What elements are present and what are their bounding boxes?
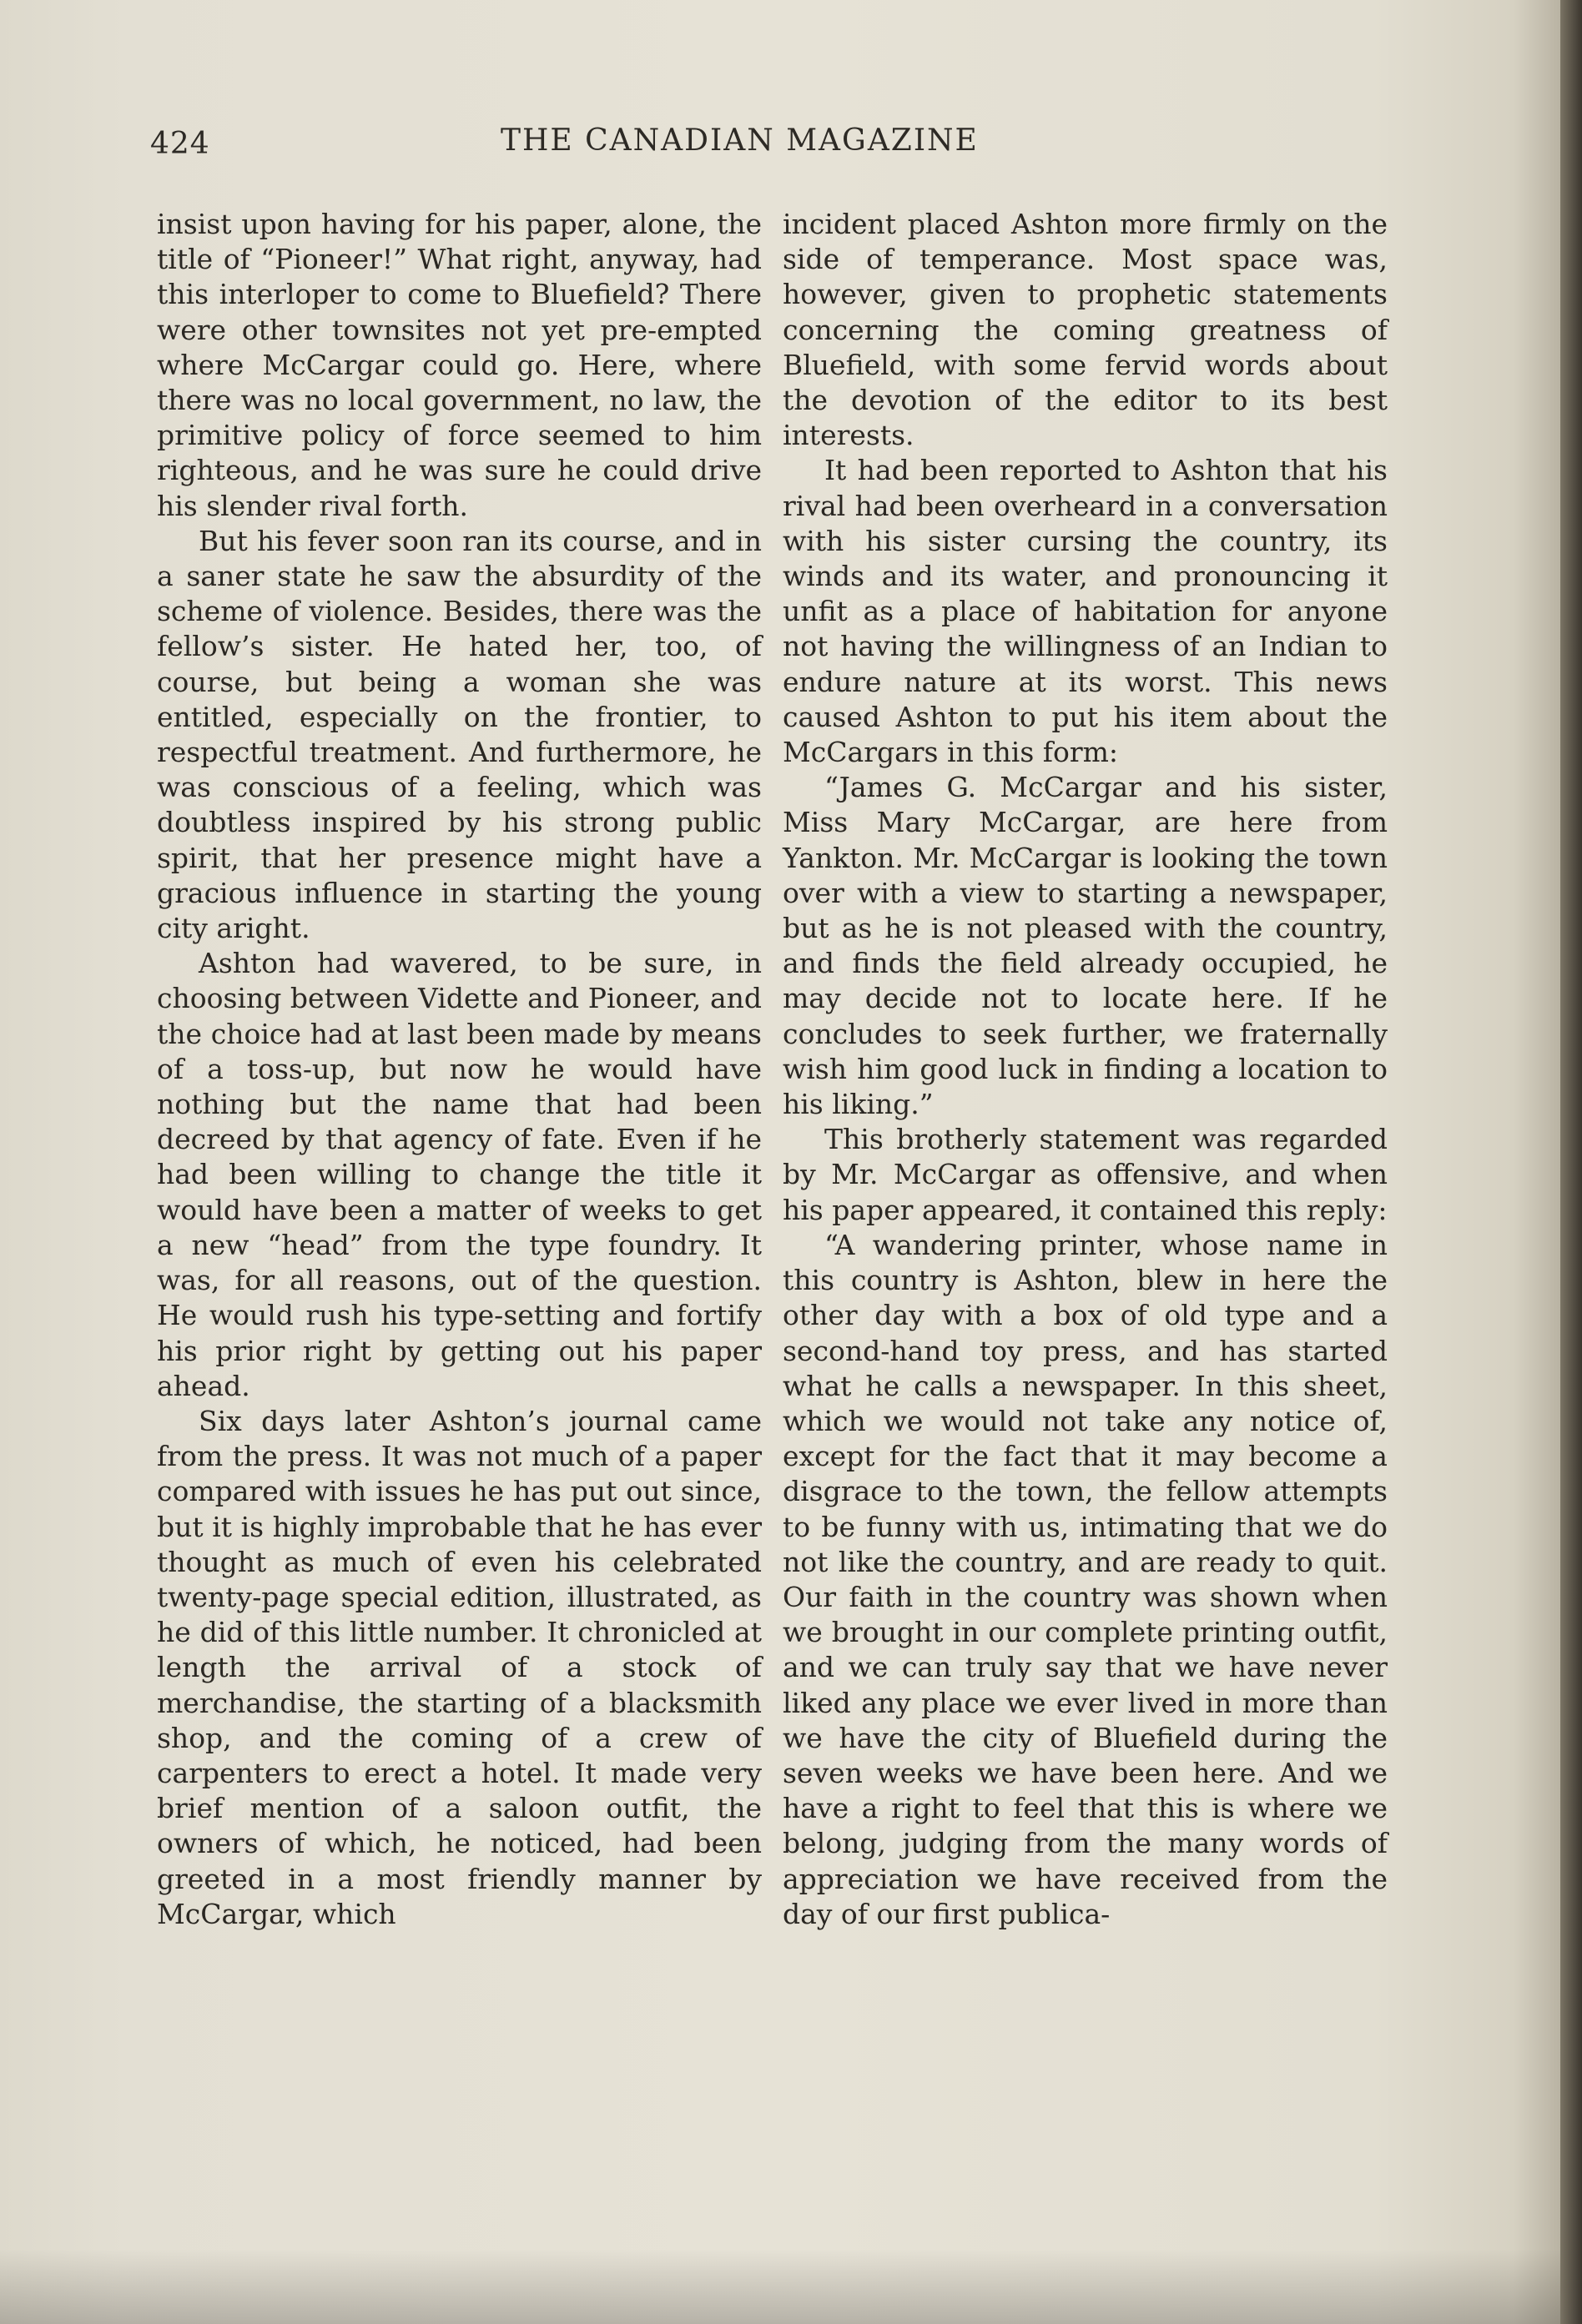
paragraph: incident placed Ashton more firmly on the side of temperance. Most space was, however, given to prophetic statements concerning the coming greatness of Bluefield, with some fervid words about the devotion of the editor to its best interests.	[783, 208, 1388, 452]
book-spine-edge	[1560, 0, 1582, 2324]
paragraph: insist upon having for his paper, alone, the title of “Pioneer!” What right, anyway, had this interloper to come to Bluefield? There were other townsites not yet pre-empted where McCargar could go. Here, where there was no local government, no law, the primitive policy of force seemed to him righteous, and he was sure he could drive his slender rival forth.	[157, 208, 762, 522]
paragraph: “A wandering printer, whose name in this country is Ashton, blew in here the other day with a box of old type and a second-hand toy press, and has started what he calls a newspaper. In this sheet, which we would not take any notice of, except for the fact that it may become a disgrace to the town, the fellow attempts to be funny with us, intimating that we do not like the country, and are ready to quit. Our faith in the country was shown when we brought in our complete printing outfit, and we can truly say that we have never liked any place we ever lived in more than we have the city of Bluefield during the seven weeks we have been here. And we have a right to feel that this is where we belong, judging from the many words of appreciation we have received from the day of our first publica-	[783, 1228, 1388, 1930]
paragraph: It had been reported to Ashton that his rival had been overheard in a conversation with his sister cursing the country, its winds and its water, and pronouncing it unfit as a place of habitation for anyone not having the willingness of an Indian to endure nature at its worst. This news caused Ashton to put his item about the McCargars in this form:	[783, 454, 1388, 769]
paragraph: But his fever soon ran its course, and in a saner state he saw the absurdity of the scheme of violence. Besides, there was the fellow’s sister. He hated her, too, of course, but being a woman she was entitled, especially on the frontier, to respectful treatment. And furthermore, he was conscious of a feeling, which was doubtless inspired by his strong public spirit, that her presence might have a gracious influence in starting the young city aright.	[157, 524, 762, 945]
page-header	[0, 117, 1560, 167]
paragraph: Ashton had wavered, to be sure, in choosing between Vidette and Pioneer, and the choice had at last been made by means of a toss-up, but now he would have nothing but the name that had been decreed by that agency of fate. Even if he had been willing to change the title it would have been a matter of weeks to get a new “head” from the type foundry. It was, for all reasons, out of the question. He would rush his type-setting and fortify his prior right by getting out his paper ahead.	[157, 947, 762, 1402]
left-column	[157, 207, 762, 1932]
paragraph: “James G. McCargar and his sister, Miss Mary McCargar, are here from Yankton. Mr. McCargar is looking the town over with a view to starting a newspaper, but as he is not pleased with the country, and finds the field already occupied, he may decide not to locate here. If he concludes to seek further, we fraternally wish him good luck in finding a location to his liking.”	[783, 771, 1388, 1121]
page-number: 424	[150, 127, 210, 161]
running-title: THE CANADIAN MAGAZINE	[501, 123, 979, 158]
paragraph: Six days later Ashton’s journal came from the press. It was not much of a paper compared with issues he has put out since, but it is highly improbable that he has ever thought as much of even his celebrated twenty-page special edition, illustrated, as he did of this little number. It chronicled at length the arrival of a stock of merchandise, the starting of a blacksmith shop, and the coming of a crew of carpenters to erect a hotel. It made very brief mention of a saloon outfit, the owners of which, he noticed, had been greeted in a most friendly manner by McCargar, which	[157, 1404, 762, 1930]
paragraph: This brotherly statement was regarded by Mr. McCargar as offensive, and when his paper appeared, it contained this reply:	[783, 1123, 1388, 1226]
right-column	[783, 207, 1388, 1932]
